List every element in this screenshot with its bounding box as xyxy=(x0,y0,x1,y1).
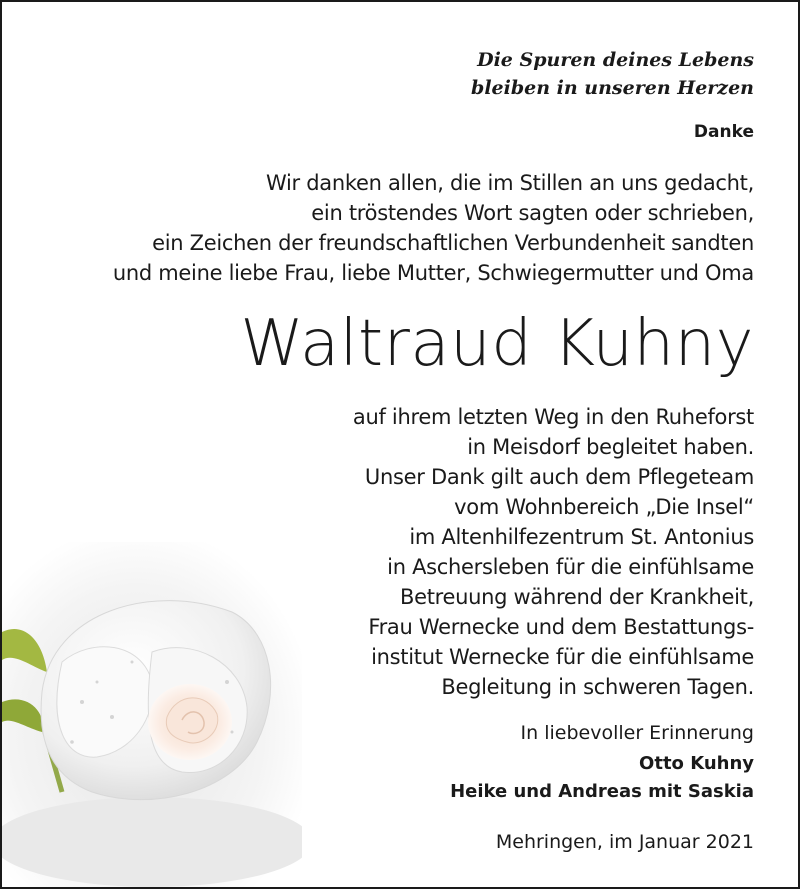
body-line: auf ihrem letzten Weg in den Ruheforst xyxy=(352,405,754,429)
motto-line: bleiben in unseren Herzen xyxy=(471,77,754,99)
closing-phrase: In liebevoller Erinnerung xyxy=(520,722,754,744)
signatory: Otto Kuhny xyxy=(639,753,754,774)
body-line: Betreuung während der Krankheit, xyxy=(399,585,754,609)
intro-line: und meine liebe Frau, liebe Mutter, Schwiegermutter und Oma xyxy=(112,261,754,285)
body-line: im Altenhilfezentrum St. Antonius xyxy=(409,525,754,549)
motto-line: Die Spuren deines Lebens xyxy=(477,49,754,71)
intro-line: Wir danken allen, die im Stillen an uns gedacht, xyxy=(266,171,754,195)
intro-text xyxy=(0,168,754,288)
body-line: in Aschersleben für die einfühlsame xyxy=(387,555,754,579)
intro-line: ein tröstendes Wort sagten oder schrieben, xyxy=(311,201,754,225)
body-text xyxy=(194,402,754,702)
body-line: Unser Dank gilt auch dem Pflegeteam xyxy=(364,465,754,489)
deceased-name: Waltraud Kuhny xyxy=(240,307,754,381)
body-line: Begleitung in schweren Tagen. xyxy=(441,675,754,699)
place-date: Mehringen, im Januar 2021 xyxy=(495,831,754,853)
body-line: vom Wohnbereich „Die Insel“ xyxy=(454,495,754,519)
intro-line: ein Zeichen der freundschaftlichen Verbundenheit sandten xyxy=(152,231,754,255)
signatory: Heike und Andreas mit Saskia xyxy=(450,781,754,802)
body-line: in Meisdorf begleitet haben. xyxy=(467,435,754,459)
body-line: Frau Wernecke und dem Bestattungs- xyxy=(368,615,754,639)
heading: Danke xyxy=(693,122,754,142)
motto xyxy=(254,46,754,102)
body-line: institut Wernecke für die einfühlsame xyxy=(371,645,754,669)
